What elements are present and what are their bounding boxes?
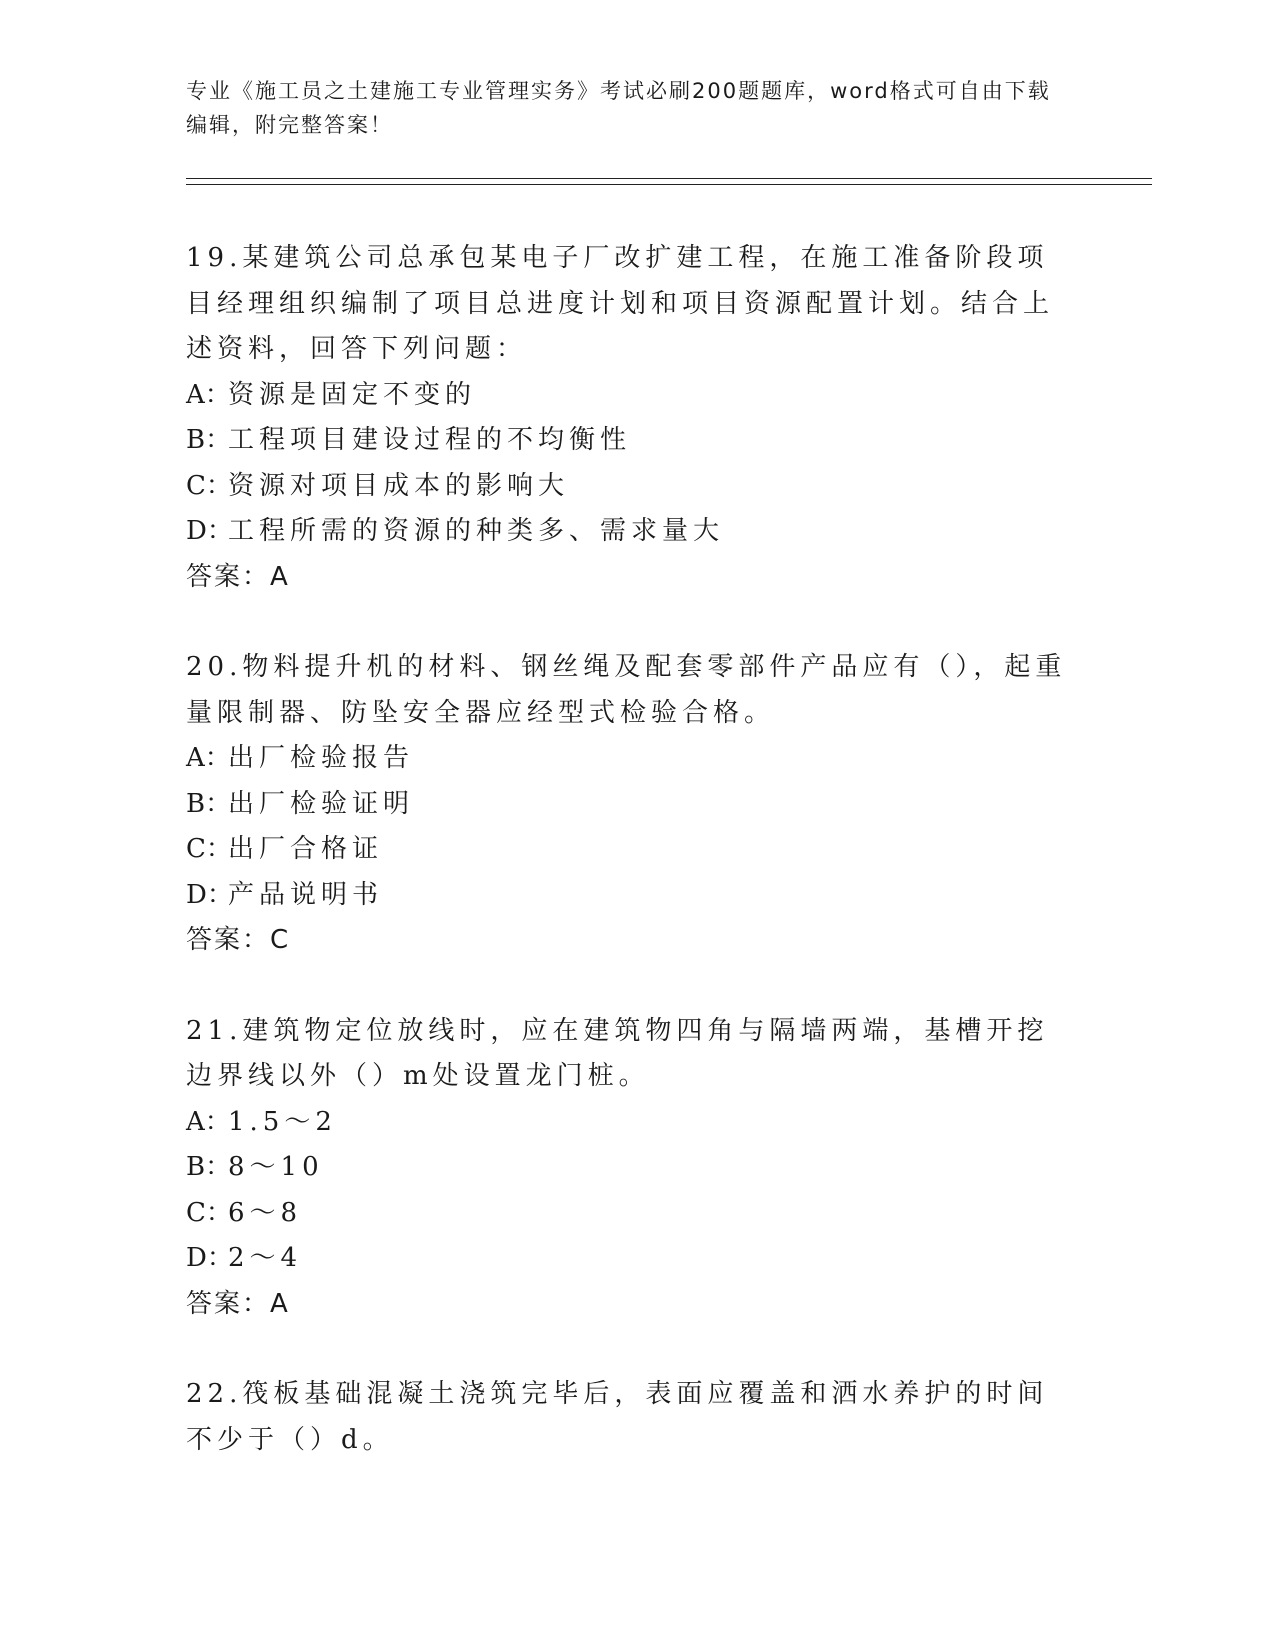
question-list [186,236,1076,1508]
option-text: 出厂合格证 [228,834,384,864]
option-text: 出厂检验证明 [228,788,415,819]
option-text: 资源对项目成本的影响大 [228,470,570,501]
option-text: 8～10 [228,1152,324,1182]
question-text: 22.筏板基础混凝土浇筑完毕后，表面应覆盖和洒水养护的时间不少于（）d。 [186,1379,1049,1455]
option-key: A： [186,743,231,773]
question-text: 20.物料提升机的材料、钢丝绳及配套零部件产品应有（），起重量限制器、防坠安全器应经型式检验合格。 [186,652,1067,728]
option-d [186,873,1076,919]
option-b [186,782,1076,828]
question-text: 21.建筑物定位放线时，应在建筑物四角与隔墙两端，基槽开挖边界线以外（）m处设置龙门桩。 [186,1015,1049,1091]
option-key: D： [186,879,233,910]
answer-line: 答案：A [186,1288,290,1319]
option-a [186,373,1076,419]
option-c [186,464,1076,510]
header-divider-bottom [186,184,1152,185]
option-key: A： [186,379,231,410]
answer-line: 答案：C [186,925,291,955]
option-text: 工程项目建设过程的不均衡性 [228,425,632,455]
question-21 [186,1009,1076,1328]
question-22 [186,1372,1076,1463]
option-key: B： [186,788,232,819]
option-key: A： [186,1106,231,1137]
option-text: 6～8 [228,1197,303,1228]
option-text: 工程所需的资源的种类多、需求量大 [228,516,725,546]
question-text: 19.某建筑公司总承包某电子厂改扩建工程，在施工准备阶段项目经理组织编制了项目总进度计划和项目资源配置计划。结合上述资料，回答下列问题： [186,243,1055,364]
option-key: C： [186,834,232,864]
question-20 [186,645,1076,964]
option-d [186,509,1076,555]
option-key: B： [186,1152,232,1182]
option-a [186,736,1076,782]
question-19 [186,236,1076,600]
option-c [186,827,1076,873]
header-divider-top [186,178,1152,179]
answer-line: 答案：A [186,561,290,592]
option-key: C： [186,1197,232,1228]
option-text: 1.5～2 [228,1106,337,1137]
option-a [186,1100,1076,1146]
option-text: 资源是固定不变的 [228,379,477,410]
option-text: 出厂检验报告 [228,743,415,773]
option-c [186,1191,1076,1237]
option-d [186,1236,1076,1282]
option-key: C： [186,470,232,501]
option-key: D： [186,516,233,546]
option-b [186,1145,1076,1191]
option-key: D： [186,1243,233,1273]
option-text: 2～4 [228,1243,303,1273]
option-b [186,418,1076,464]
option-text: 产品说明书 [228,879,384,910]
option-key: B： [186,425,232,455]
document-header: 专业《施工员之土建施工专业管理实务》考试必刷200题题库，word格式可自由下载编辑，附完整答案！ [186,79,1051,137]
